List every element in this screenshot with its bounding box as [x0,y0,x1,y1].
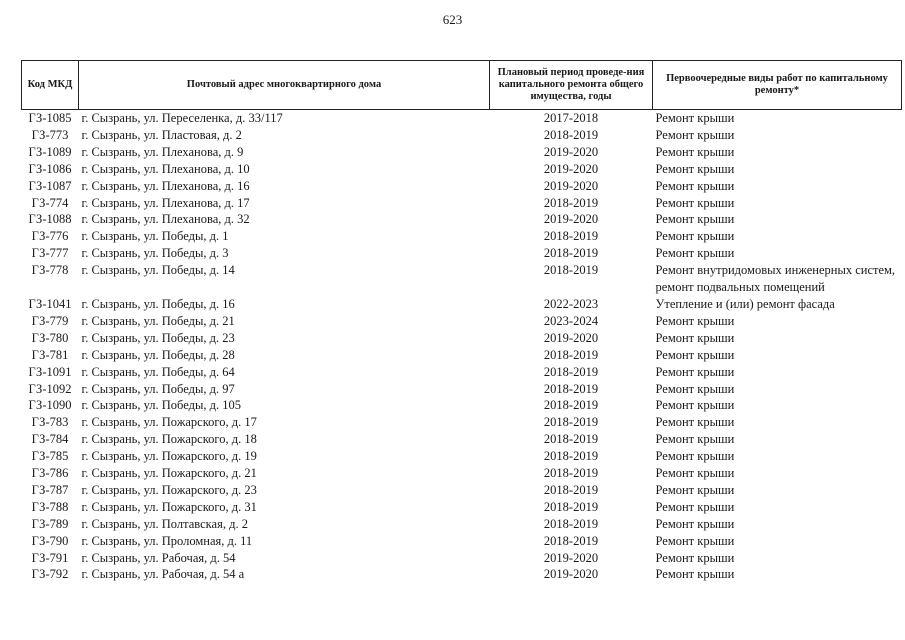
cell-address: г. Сызрань, ул. Победы, д. 14 [81,263,235,278]
cell-code: ГЗ-776 [31,229,69,244]
cell-period: 2018-2019 [543,381,599,396]
cell-work: Утепление и (или) ремонт фасада [655,296,835,311]
cell-work: Ремонт крыши [655,398,735,413]
cell-address: г. Сызрань, ул. Плеханова, д. 9 [81,144,244,159]
cell-address: г. Сызрань, ул. Пожарского, д. 17 [81,415,257,430]
table-row [22,381,902,398]
table-row [22,245,902,262]
cell-work: Ремонт крыши [655,330,735,345]
table-row [22,262,902,296]
cell-code: ГЗ-777 [31,246,69,261]
cell-work: Ремонт крыши [655,567,735,582]
cell-address: г. Сызрань, ул. Плеханова, д. 32 [81,212,250,227]
cell-code: ГЗ-1087 [28,178,72,193]
cell-address: г. Сызрань, ул. Победы, д. 1 [81,229,229,244]
cell-code: ГЗ-1088 [28,212,72,227]
cell-code: ГЗ-1086 [28,161,72,176]
table-row [22,550,902,567]
cell-code: ГЗ-784 [31,432,69,447]
cell-address: г. Сызрань, ул. Победы, д. 97 [81,381,235,396]
cell-period: 2018-2019 [543,246,599,261]
table-row [22,178,902,195]
cell-period: 2018-2019 [543,449,599,464]
table-row [22,144,902,161]
cell-code: ГЗ-780 [31,330,69,345]
cell-code: ГЗ-779 [31,313,69,328]
table-row [22,330,902,347]
cell-work: Ремонт крыши [655,347,735,362]
cell-code: ГЗ-788 [31,499,69,514]
capital-repair-table-container [21,60,901,583]
table-row [22,195,902,212]
table-row [22,431,902,448]
cell-period: 2017-2018 [543,111,599,125]
table-row [22,211,902,228]
cell-address: г. Сызрань, ул. Победы, д. 21 [81,313,235,328]
cell-period: 2018-2019 [543,415,599,430]
cell-work: Ремонт крыши [655,499,735,514]
page-number: 623 [442,12,463,27]
cell-period: 2019-2020 [543,330,599,345]
cell-work: Ремонт крыши [655,195,735,210]
cell-code: ГЗ-785 [31,449,69,464]
header-code: Код МКД [22,61,79,110]
table-row [22,566,902,583]
cell-address: г. Сызрань, ул. Плеханова, д. 10 [81,161,250,176]
cell-code: ГЗ-1092 [28,381,72,396]
table-row [22,499,902,516]
cell-address: г. Сызрань, ул. Победы, д. 16 [81,296,235,311]
cell-code: ГЗ-789 [31,516,69,531]
cell-address: г. Сызрань, ул. Пожарского, д. 18 [81,432,257,447]
cell-address: г. Сызрань, ул. Полтавская, д. 2 [81,516,248,531]
cell-address: г. Сызрань, ул. Пожарского, д. 19 [81,449,257,464]
table-row [22,448,902,465]
cell-code: ГЗ-774 [31,195,69,210]
cell-address: г. Сызрань, ул. Победы, д. 28 [81,347,235,362]
cell-code: ГЗ-1090 [28,398,72,413]
cell-code: ГЗ-787 [31,482,69,497]
cell-work: Ремонт крыши [655,466,735,481]
cell-code: ГЗ-781 [31,347,69,362]
cell-period: 2018-2019 [543,127,599,142]
table-row [22,397,902,414]
table-row [22,516,902,533]
cell-address: г. Сызрань, ул. Пожарского, д. 23 [81,482,257,497]
table-row [22,364,902,381]
cell-work: Ремонт крыши [655,415,735,430]
cell-work: Ремонт крыши [655,364,735,379]
cell-code: ГЗ-1091 [28,364,72,379]
cell-work: Ремонт крыши [655,482,735,497]
cell-work: Ремонт крыши [655,381,735,396]
cell-period: 2019-2020 [543,178,599,193]
cell-period: 2019-2020 [543,144,599,159]
cell-period: 2018-2019 [543,398,599,413]
cell-period: 2018-2019 [543,364,599,379]
cell-address: г. Сызрань, ул. Рабочая, д. 54 [81,550,236,565]
cell-period: 2018-2019 [543,482,599,497]
cell-address: г. Сызрань, ул. Плеханова, д. 17 [81,195,250,210]
cell-code: ГЗ-786 [31,466,69,481]
cell-work: Ремонт крыши [655,550,735,565]
cell-work: Ремонт крыши [655,449,735,464]
table-row [22,347,902,364]
cell-address: г. Сызрань, ул. Плеханова, д. 16 [81,178,250,193]
cell-work: Ремонт крыши [655,533,735,548]
cell-code: ГЗ-778 [31,263,69,278]
cell-period: 2018-2019 [543,533,599,548]
cell-address: г. Сызрань, ул. Пожарского, д. 31 [81,499,257,514]
table-row [22,228,902,245]
cell-code: ГЗ-1089 [28,144,72,159]
cell-address: г. Сызрань, ул. Победы, д. 3 [81,246,229,261]
cell-period: 2018-2019 [543,499,599,514]
cell-work: Ремонт крыши [655,212,735,227]
table-row [22,313,902,330]
cell-period: 2018-2019 [543,466,599,481]
table-row [22,161,902,178]
cell-period: 2019-2020 [543,550,599,565]
header-period: Плановый период проведе-ния капитального ремонта общего имущества, годы [490,61,653,110]
cell-period: 2022-2023 [543,296,599,311]
cell-period: 2023-2024 [543,313,599,328]
cell-period: 2018-2019 [543,516,599,531]
cell-work: Ремонт крыши [655,432,735,447]
cell-address: г. Сызрань, ул. Победы, д. 23 [81,330,235,345]
cell-code: ГЗ-773 [31,127,69,142]
header-work: Первоочередные виды работ по капитальному ремонту* [653,61,902,110]
cell-work: Ремонт крыши [655,516,735,531]
table-row [22,533,902,550]
cell-address: г. Сызрань, ул. Переселенка, д. 33/117 [81,111,283,125]
cell-address: г. Сызрань, ул. Рабочая, д. 54 а [81,567,245,582]
table-row [22,110,902,127]
cell-address: г. Сызрань, ул. Победы, д. 105 [81,398,241,413]
cell-work: Ремонт крыши [655,161,735,176]
cell-work: Ремонт крыши [655,313,735,328]
cell-period: 2019-2020 [543,161,599,176]
cell-code: ГЗ-790 [31,533,69,548]
cell-code: ГЗ-783 [31,415,69,430]
cell-work: Ремонт внутридомовых инженерных систем, ремонт подвальных помещений [655,263,896,295]
cell-code: ГЗ-1041 [28,296,72,311]
cell-address: г. Сызрань, ул. Проломная, д. 11 [81,533,253,548]
cell-code: ГЗ-792 [31,567,69,582]
cell-work: Ремонт крыши [655,111,735,125]
cell-work: Ремонт крыши [655,144,735,159]
cell-period: 2018-2019 [543,263,599,278]
table-row [22,414,902,431]
cell-period: 2018-2019 [543,195,599,210]
cell-address: г. Сызрань, ул. Пожарского, д. 21 [81,466,257,481]
cell-work: Ремонт крыши [655,127,735,142]
header-row [22,61,902,110]
cell-period: 2018-2019 [543,432,599,447]
cell-period: 2018-2019 [543,229,599,244]
cell-code: ГЗ-791 [31,550,69,565]
table-row [22,465,902,482]
table-row [22,296,902,313]
cell-period: 2019-2020 [543,567,599,582]
cell-address: г. Сызрань, ул. Пластовая, д. 2 [81,127,242,142]
cell-address: г. Сызрань, ул. Победы, д. 64 [81,364,235,379]
cell-code: ГЗ-1085 [28,111,72,125]
table-row [22,482,902,499]
cell-work: Ремонт крыши [655,229,735,244]
cell-work: Ремонт крыши [655,246,735,261]
cell-period: 2019-2020 [543,212,599,227]
cell-work: Ремонт крыши [655,178,735,193]
header-address: Почтовый адрес многоквартирного дома [79,61,490,110]
table-row [22,127,902,144]
capital-repair-table [21,60,902,583]
cell-period: 2018-2019 [543,347,599,362]
table-header [22,61,902,110]
table-body [22,110,902,584]
